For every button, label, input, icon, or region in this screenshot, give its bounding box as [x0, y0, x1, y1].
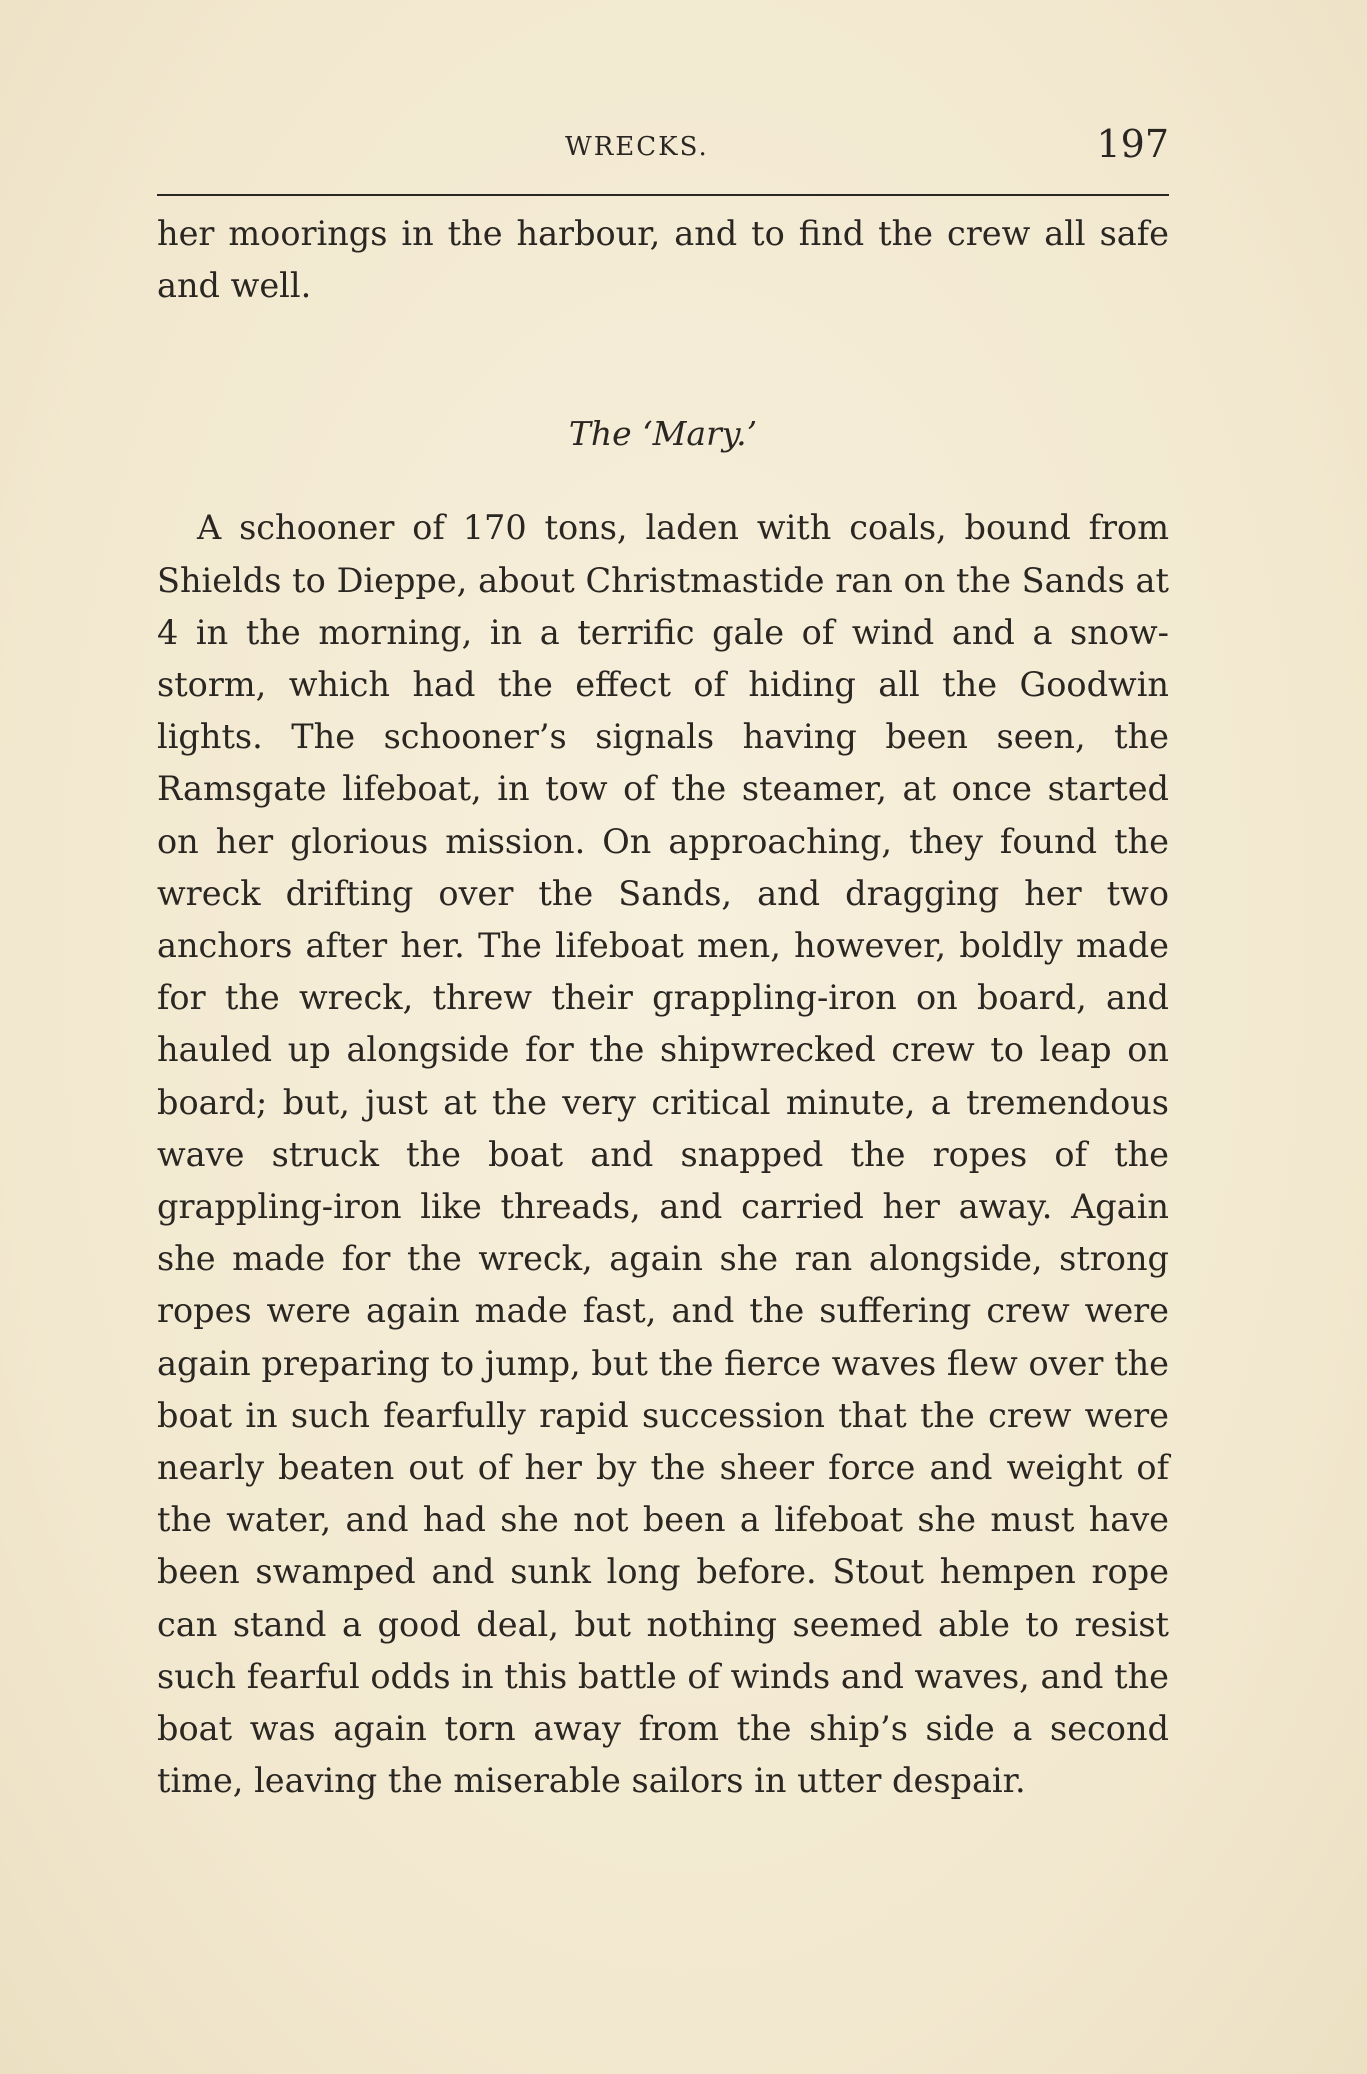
section-heading: The ‘Mary.’	[568, 414, 758, 454]
page-number: 197	[1096, 122, 1169, 166]
body-paragraph: A schooner of 170 tons, laden with coals, bound from Shields to Dieppe, about Christmastide ran on the Sands at 4 in the morning, in a terrific gale of wind and a snow-storm, which had the effect of hiding all the Goodwin lights. The schooner’s signals having been seen, the Ramsgate lifeboat, in tow of the steamer, at once started on her glorious mission. On approaching, they found the wreck drifting over the Sands, and dragging her two anchors after her. The lifeboat men, however, boldly made for the wreck, threw their grappling-iron on board, and hauled up alongside for the shipwrecked crew to leap on board; but, just at the very critical minute, a tremendous wave struck the boat and snapped the ropes of the grappling-iron like threads, and carried her away. Again she made for the wreck, again she ran alongside, strong ropes were again made fast, and the suffering crew were again preparing to jump, but the fierce waves flew over the boat in such fearfully rapid succession that the crew were nearly beaten out of her by the sheer force and weight of the water, and had she not been a lifeboat she must have been swamped and sunk long before. Stout hempen rope can stand a good deal, but nothing seemed able to resist such fearful odds in this battle of winds and waves, and the boat was again torn away from the ship’s side a second time, leaving the miserable sailors in utter despair.	[157, 508, 1169, 1801]
book-page	[157, 118, 1169, 1807]
running-header	[157, 118, 1169, 174]
continuation-paragraph: her moorings in the harbour, and to find the crew all safe and well.	[157, 214, 1169, 306]
running-title: WRECKS.	[565, 132, 709, 162]
header-rule	[157, 194, 1169, 196]
